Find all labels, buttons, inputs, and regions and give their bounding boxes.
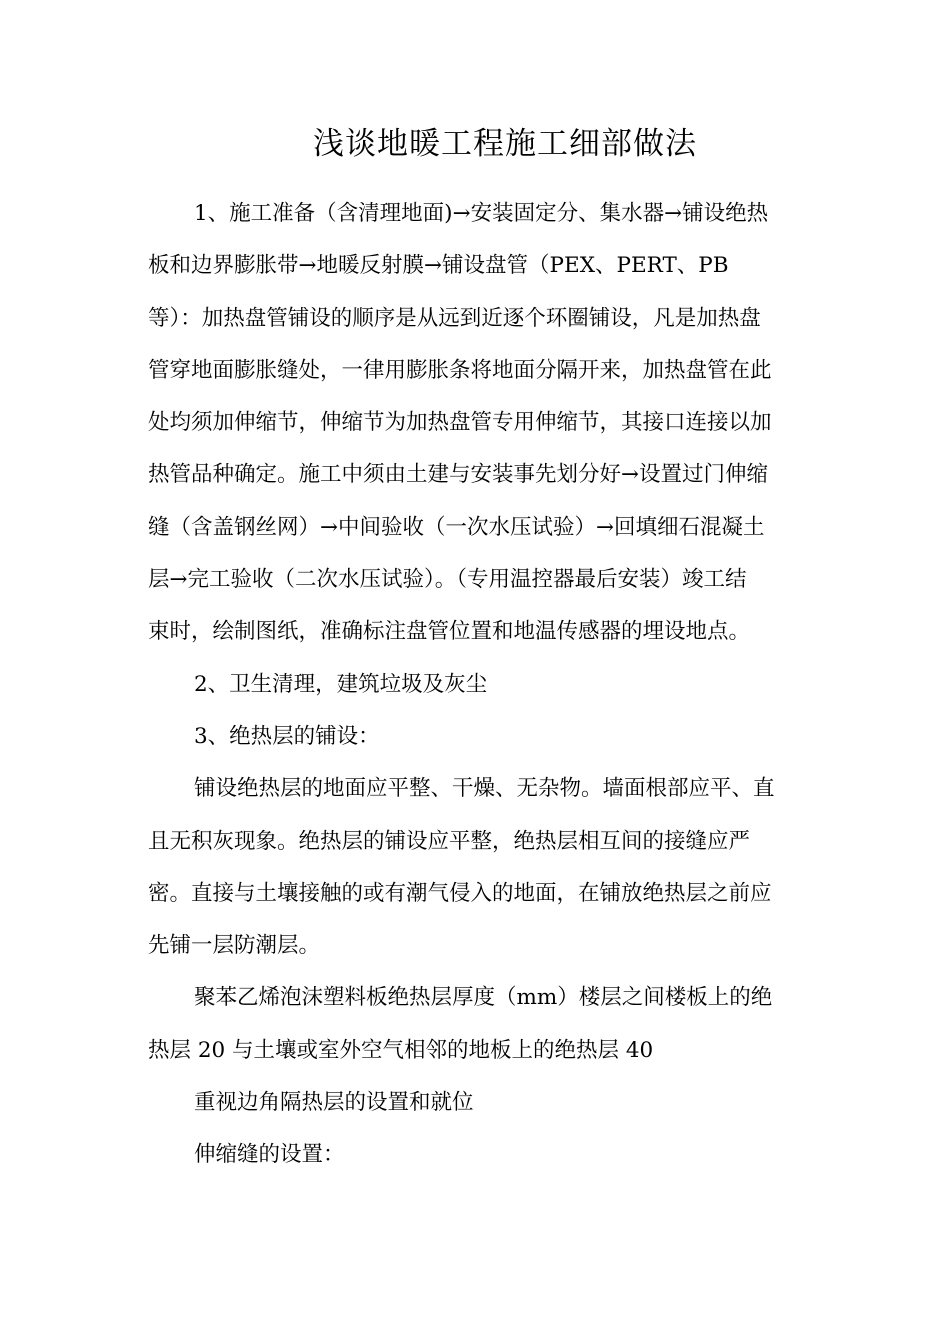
- paragraph-line: 先铺一层防潮层。: [148, 933, 321, 959]
- page-title: 浅谈地暖工程施工细部做法: [313, 126, 697, 162]
- paragraph-line: 热层 20 与土壤或室外空气相邻的地板上的绝热层 40: [148, 1037, 654, 1063]
- paragraph-line: 缝（含盖钢丝网）→中间验收（一次水压试验）→回填细石混凝土: [148, 514, 765, 540]
- paragraph-line: 铺设绝热层的地面应平整、干燥、无杂物。墙面根部应平、直: [194, 776, 775, 802]
- paragraph-line: 密。直接与土壤接触的或有潮气侵入的地面，在铺放绝热层之前应: [148, 880, 772, 906]
- paragraph-line: 等）：加热盘管铺设的顺序是从远到近逐个环圈铺设，凡是加热盘: [148, 305, 761, 331]
- paragraph-line: 热管品种确定。施工中须由土建与安装事先划分好→设置过门伸缩: [148, 462, 769, 488]
- paragraph-line: 层→完工验收（二次水压试验）。（专用温控器最后安装）竣工结: [148, 567, 747, 593]
- paragraph-line: 伸缩缝的设置：: [194, 1142, 345, 1168]
- paragraph-line: 管穿地面膨胀缝处，一律用膨胀条将地面分隔开来，加热盘管在此: [148, 357, 772, 383]
- paragraph-line: 2、卫生清理，建筑垃圾及灰尘: [194, 671, 488, 697]
- paragraph-line: 束时，绘制图纸，准确标注盘管位置和地温传感器的埋设地点。: [148, 619, 751, 645]
- document-body: [148, 188, 808, 1182]
- paragraph-line: 聚苯乙烯泡沫塑料板绝热层厚度（mm）楼层之间楼板上的绝: [194, 985, 773, 1011]
- paragraph-line: 板和边界膨胀带→地暖反射膜→铺设盘管（PEX、PERT、PB: [148, 253, 729, 279]
- paragraph-line: 处均须加伸缩节，伸缩节为加热盘管专用伸缩节，其接口连接以加: [148, 410, 772, 436]
- paragraph-line: 重视边角隔热层的设置和就位: [194, 1090, 474, 1116]
- paragraph-line: 且无积灰现象。绝热层的铺设应平整，绝热层相互间的接缝应严: [148, 828, 751, 854]
- paragraph-line: 3、绝热层的铺设：: [194, 723, 380, 749]
- paragraph-line: 1、施工准备（含清理地面)→安装固定分、集水器→铺设绝热: [194, 201, 769, 226]
